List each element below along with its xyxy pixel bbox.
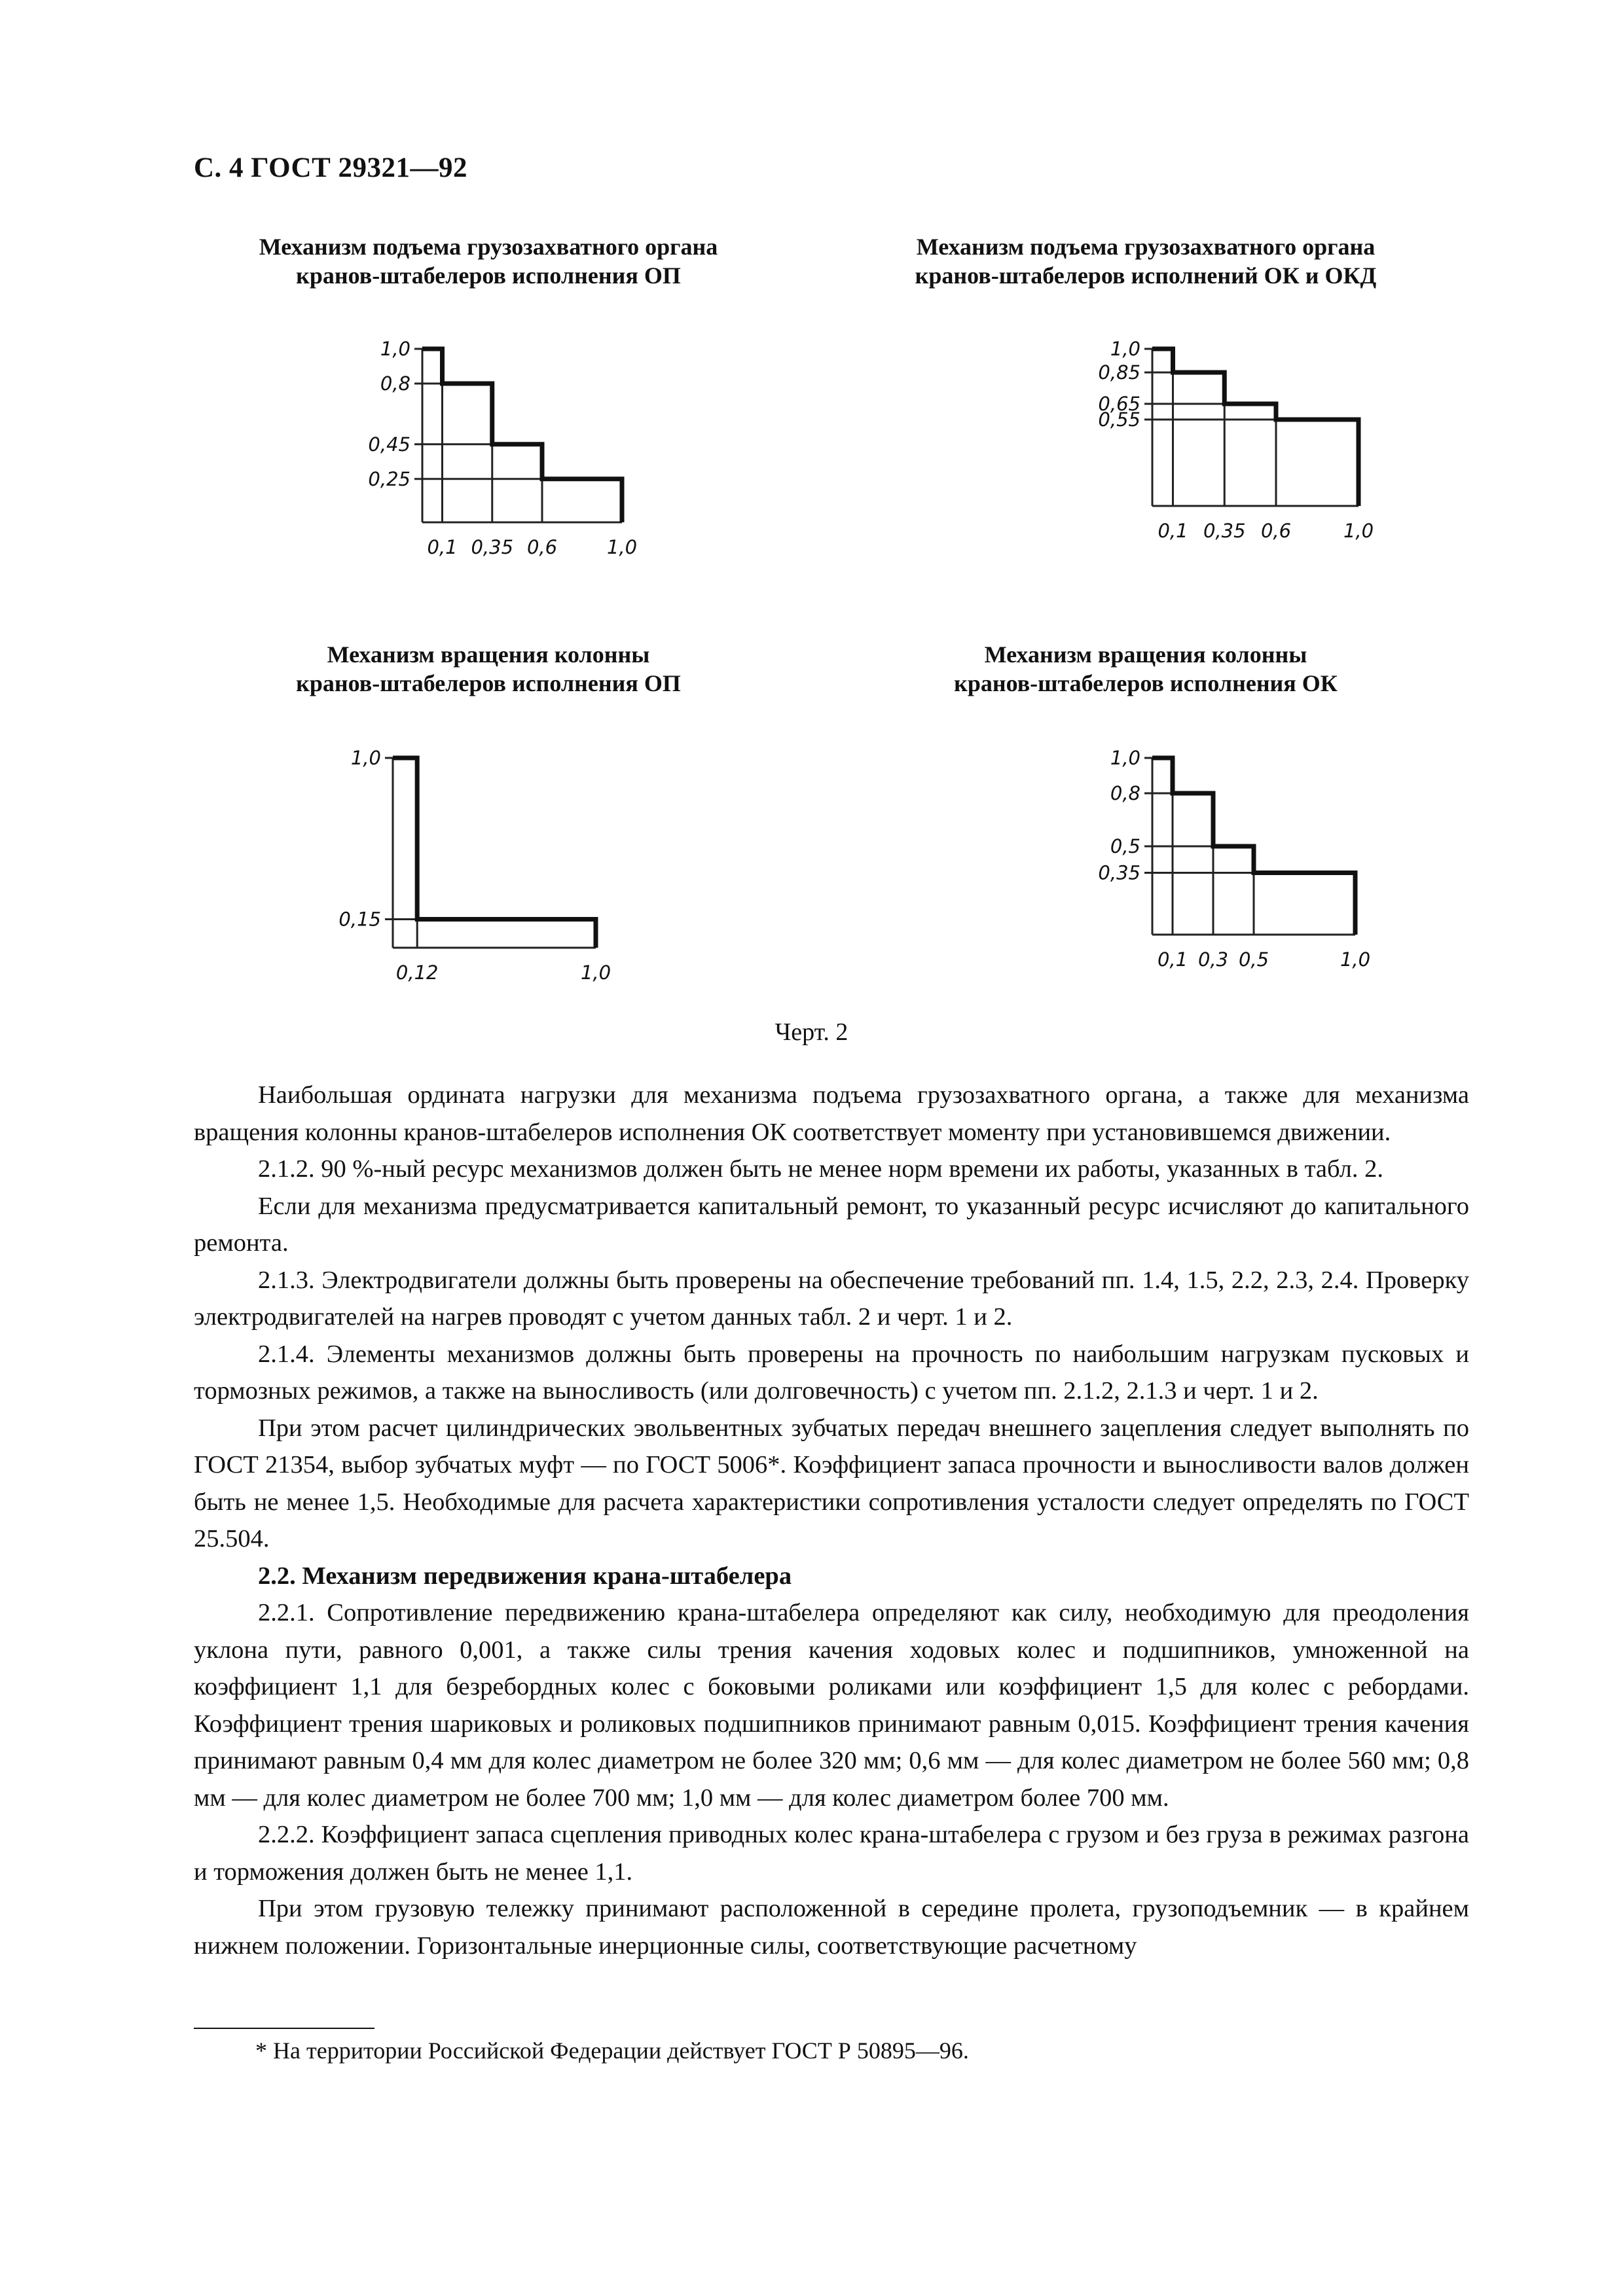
paragraph: 2.2.2. Коэффициент запаса сцепления приводных колес крана-штабелера с грузом и без груза в режимах разгона и торможения должен быть не менее 1,1. xyxy=(194,1821,1469,1886)
x-tick-label-1: 0,35 xyxy=(1203,520,1246,542)
chart-marks xyxy=(368,338,637,558)
y-tick-label-3: 0,55 xyxy=(1098,408,1140,431)
x-tick-label-0: 0,1 xyxy=(1158,520,1188,542)
chart-marks xyxy=(338,747,611,984)
load-step-line xyxy=(422,349,622,522)
page-header: С. 4 ГОСТ 29321—92 xyxy=(194,152,468,183)
y-tick-label-2: 0,45 xyxy=(368,433,410,456)
paragraph: 2.1.4. Элементы механизмов должны быть проверены на прочность по наибольшим нагрузкам пусковых и тормозных режимов, а также на выносливость (или долговечность) с учетом пп. 2.1.2, 2.1.3 и черт. 1 и 2. xyxy=(194,1340,1469,1405)
x-tick-label-3: 1,0 xyxy=(1340,948,1371,971)
x-tick-label-2: 0,5 xyxy=(1238,948,1269,971)
chart-3-title-line2: кранов-штабелеров исполнения ОП xyxy=(296,670,681,696)
x-tick-label-0: 0,12 xyxy=(395,961,439,984)
y-tick-label-2: 0,65 xyxy=(1098,393,1140,415)
y-tick-label-1: 0,8 xyxy=(380,372,410,395)
y-tick-label-3: 0,35 xyxy=(1098,861,1140,884)
y-tick-label-0: 1,0 xyxy=(380,338,410,360)
chart-3-title-line1: Механизм вращения колонны xyxy=(327,641,650,668)
y-tick-label-0: 1,0 xyxy=(350,747,381,769)
chart-3-title xyxy=(161,640,816,698)
y-tick-label-1: 0,15 xyxy=(338,908,381,931)
chart-4-title-line2: кранов-штабелеров исполнения ОК xyxy=(954,670,1338,696)
paragraph: При этом расчет цилиндрических эвольвентных зубчатых передач внешнего зацепления следует выполнять по ГОСТ 21354, выбор зубчатых муфт — по ГОСТ 5006*. Коэффициент запаса прочности и выносливости валов должен быть не менее 1,5. Необходимые для расчета характеристики сопротивления усталости следует определять по ГОСТ 25.504. xyxy=(194,1414,1469,1552)
chart-1-title xyxy=(161,232,816,290)
chart-3-rotation-op xyxy=(340,740,648,1001)
paragraph: 2.1.2. 90 %-ный ресурс механизмов должен быть не менее норм времени их работы, указанных в табл. 2. xyxy=(258,1155,1383,1183)
chart-1-lift-op xyxy=(340,331,648,592)
chart-4-title-line1: Механизм вращения колонны xyxy=(984,641,1307,668)
load-step-line xyxy=(393,758,596,948)
x-tick-label-1: 0,3 xyxy=(1197,948,1229,971)
x-tick-label-3: 1,0 xyxy=(606,536,638,558)
figure-caption: Черт. 2 xyxy=(775,1018,848,1046)
paragraph: При этом грузовую тележку принимают расположенной в середине пролета, грузоподъемник — в крайнем нижнем положении. Горизонтальные инерционные силы, соответствующие расчетному xyxy=(194,1895,1469,1960)
body-text xyxy=(194,1077,1469,1964)
chart-2-title-line1: Механизм подъема грузозахватного органа xyxy=(916,234,1376,260)
paragraph: Наибольшая ордината нагрузки для механизма подъема грузозахватного органа, а также для механизма вращения колонны кранов-штабелеров исполнения ОК соответствует моменту при установившемся движении. xyxy=(194,1081,1469,1146)
paragraph: 2.2.1. Сопротивление передвижению крана-штабелера определяют как силу, необходимую для преодоления уклона пути, равного 0,001, а также силы трения качения ходовых колес и подшипников, умноженной на коэффициент 1,1 для безребордных колес с боковыми роликами или коэффициент 1,5 для колес с ребордами. Коэффициент трения шариковых и роликовых подшипников принимают равным 0,015. Коэффициент трения качения принимают равным 0,4 мм для колес диаметром не более 320 мм; 0,6 мм — для колес диаметром не более 560 мм; 0,8 мм — для колес диаметром не более 700 мм; 1,0 мм — для колес диаметром более 700 мм. xyxy=(194,1599,1469,1812)
x-tick-label-2: 0,6 xyxy=(526,536,558,558)
y-tick-label-2: 0,5 xyxy=(1110,835,1140,857)
chart-1-title-line2: кранов-штабелеров исполнения ОП xyxy=(296,262,681,289)
chart-4-title xyxy=(818,640,1473,698)
y-tick-label-3: 0,25 xyxy=(368,467,410,490)
footnote: * На территории Российской Федерации действует ГОСТ Р 50895—96. xyxy=(255,2037,969,2064)
load-step-line xyxy=(1152,349,1359,506)
chart-2-title xyxy=(818,232,1473,290)
x-tick-label-0: 0,1 xyxy=(1157,948,1188,971)
chart-2-title-line2: кранов-штабелеров исполнений ОК и ОКД xyxy=(915,262,1377,289)
chart-2-lift-ok-okd xyxy=(1074,331,1381,592)
x-tick-label-1: 0,35 xyxy=(471,536,514,558)
y-tick-label-1: 0,85 xyxy=(1098,361,1140,384)
paragraph: 2.1.3. Электродвигатели должны быть проверены на обеспечение требований пп. 1.4, 1.5, 2.2, 2.3, 2.4. Проверку электродвигателей на нагрев проводят с учетом данных табл. 2 и черт. 1 и 2. xyxy=(194,1266,1469,1331)
chart-marks xyxy=(1098,338,1374,542)
x-tick-label-2: 0,6 xyxy=(1260,520,1292,542)
chart-marks xyxy=(1098,747,1370,971)
chart-1-title-line1: Механизм подъема грузозахватного органа xyxy=(259,234,718,260)
y-tick-label-1: 0,8 xyxy=(1110,782,1140,804)
y-tick-label-0: 1,0 xyxy=(1110,747,1140,769)
chart-4-rotation-ok xyxy=(1074,740,1381,1001)
section-heading: 2.2. Механизм передвижения крана-штабелера xyxy=(258,1562,792,1590)
paragraph: Если для механизма предусматривается капитальный ремонт, то указанный ресурс исчисляют до капитального ремонта. xyxy=(194,1192,1469,1257)
footnote-separator xyxy=(194,2028,374,2029)
x-tick-label-1: 1,0 xyxy=(580,961,611,984)
x-tick-label-3: 1,0 xyxy=(1343,520,1374,542)
x-tick-label-0: 0,1 xyxy=(427,536,458,558)
y-tick-label-0: 1,0 xyxy=(1110,338,1140,360)
